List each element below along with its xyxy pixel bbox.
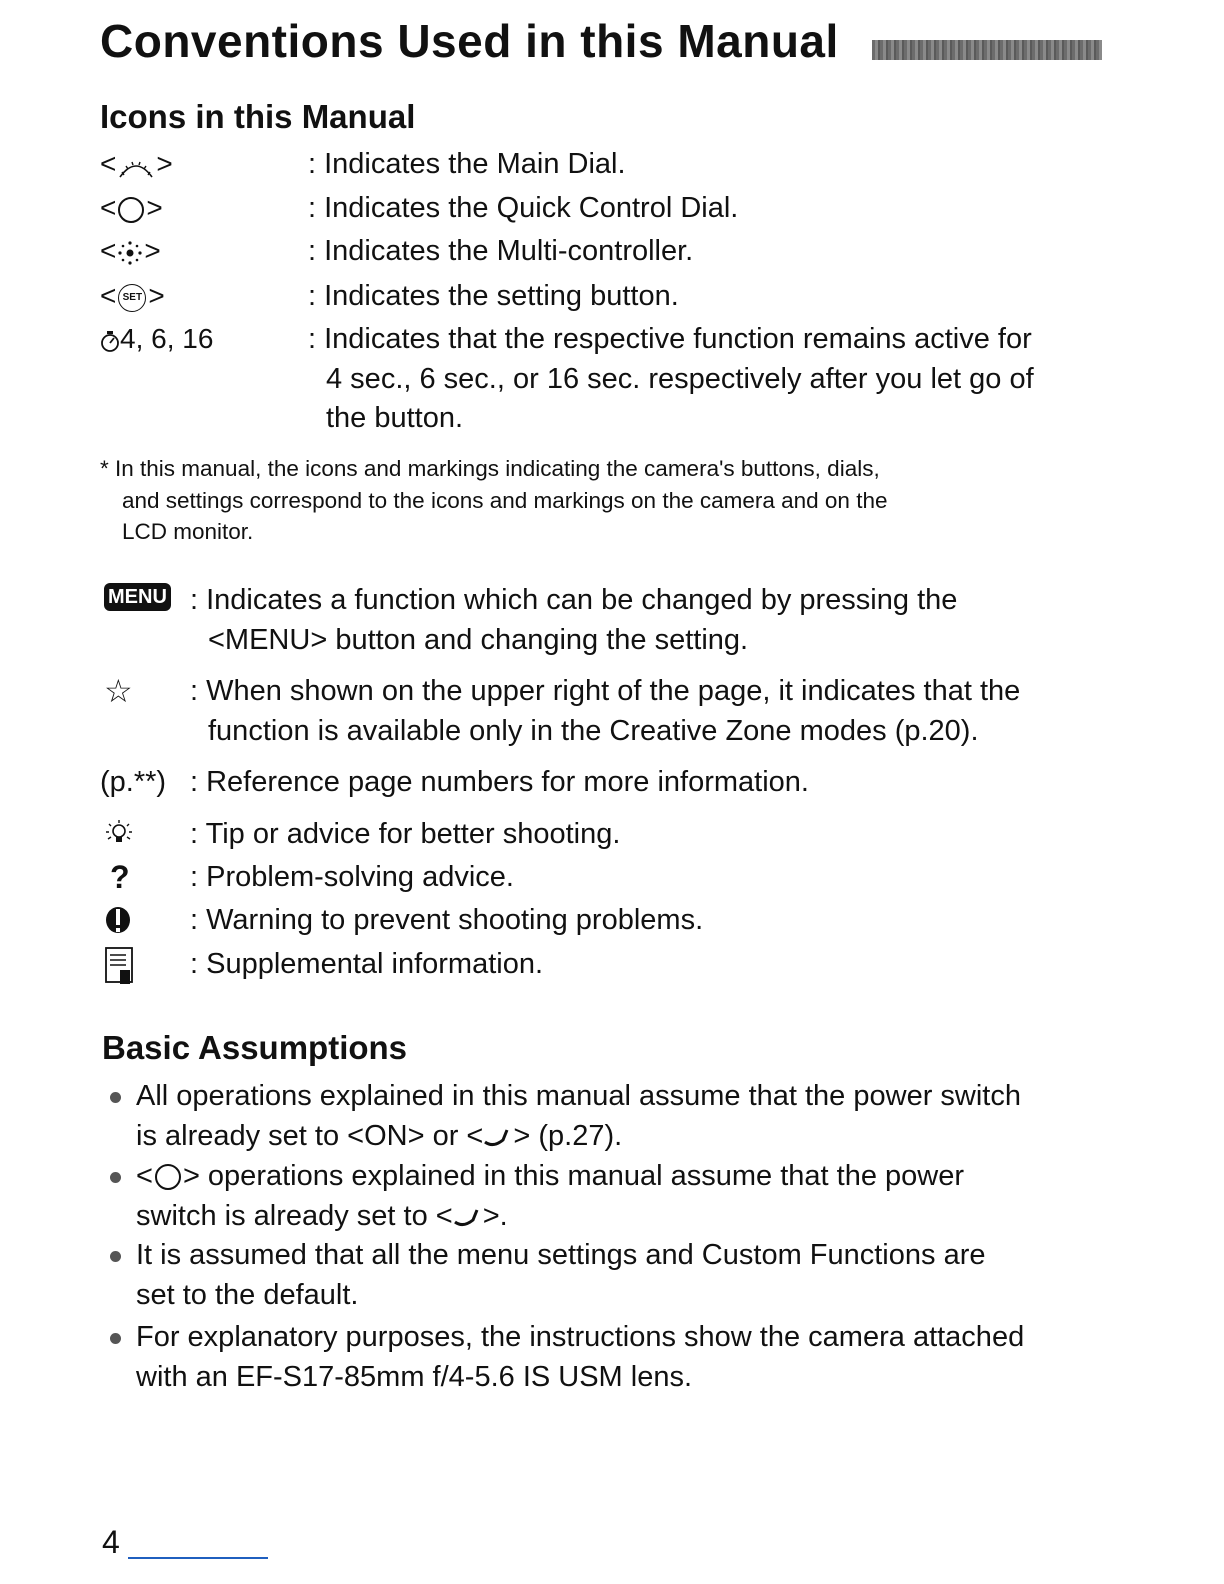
warning-icon [104,904,132,941]
main-dial-icon [116,153,156,179]
supplemental-memo-icon [104,946,136,986]
multi-controller-icon [116,239,144,267]
timer-power-icon [483,1126,513,1148]
timer-text-1: : Indicates that the respective function remains active for [308,323,1032,355]
bullet-3 [110,1251,121,1262]
quick-control-dial-icon [118,197,144,223]
multi-controller-symbol: < > [100,235,161,266]
note-line-1: * In this manual, the icons and markings indicating the camera's buttons, dials, [100,456,880,481]
assumption-3-line-2: set to the default. [136,1279,359,1311]
menu-badge: MENU [104,583,171,611]
timer-power-icon-2 [453,1206,483,1228]
assumption-4-line-2: with an EF-S17-85mm f/4-5.6 IS USM lens. [136,1361,693,1393]
ref-label: (p.**) [100,766,167,798]
set-button-text: : Indicates the setting button. [308,280,679,312]
ref-text: : Reference page numbers for more information. [190,766,809,798]
assumption-2-line-1: < > operations explained in this manual assume that the power [136,1160,964,1192]
multi-controller-text: : Indicates the Multi-controller. [308,235,694,267]
warning-text: : Warning to prevent shooting problems. [190,904,704,936]
memo-icon [104,946,136,991]
bullet-4 [110,1333,121,1344]
main-dial-text: : Indicates the Main Dial. [308,148,626,180]
title-decoration-bar [872,40,1102,60]
note-line-2: and settings correspond to the icons and markings on the camera and on the [122,488,888,513]
main-dial-symbol: < > [100,148,173,179]
warning-badge-icon [104,904,132,936]
set-button-icon: SET [118,284,146,312]
bullet-1 [110,1092,121,1103]
timer-text-2: 4 sec., 6 sec., or 16 sec. respectively after you let go of [326,363,1034,395]
assumption-1-line-2-start: is already set to <ON> or < [136,1120,484,1152]
note-line-3: LCD monitor. [122,519,254,544]
assumptions-heading: Basic Assumptions [102,1029,408,1066]
menu-text-2: <MENU> button and changing the setting. [208,624,749,656]
timer-icon [100,329,120,353]
assumption-1-line-2 [136,1116,622,1156]
star-text-2: function is available only in the Creative Zone modes (p.20). [208,715,979,747]
page-number-underline [128,1557,268,1559]
bullet-2 [110,1172,121,1183]
tip-bulb-icon [104,818,134,848]
assumption-1-line-1: All operations explained in this manual assume that the power switch [136,1080,1021,1112]
assumption-2-line-2-end: >. [482,1200,508,1232]
menu-icon [104,583,171,611]
supplemental-text: : Supplemental information. [190,948,544,980]
page-number: 4 [102,1524,120,1560]
tip-text: : Tip or advice for better shooting. [190,818,621,850]
assumption-2-line-2 [136,1196,508,1236]
timer-symbols [100,319,213,359]
menu-text-1: : Indicates a function which can be changed by pressing the [190,584,958,616]
star-icon: ☆ [104,673,133,709]
assumption-2-line-1-text: > operations explained in this manual assume that the power [182,1160,964,1192]
assumption-4-line-1: For explanatory purposes, the instructions show the camera attached [136,1321,1025,1353]
timer-text-3: the button. [326,402,464,434]
assumption-2-line-2-start: switch is already set to < [136,1200,453,1232]
quick-control-dial-text: : Indicates the Quick Control Dial. [308,192,739,224]
assumption-1-line-2-end: > (p.27). [513,1120,623,1152]
set-button-symbol: < SET > [100,280,165,311]
quick-control-dial-icon-inline [155,1164,181,1190]
quick-control-dial-symbol: < > [100,192,163,223]
star-text-1: : When shown on the upper right of the page, it indicates that the [190,675,1021,707]
question-icon: ? [110,859,130,895]
lightbulb-icon [104,818,134,853]
page-title: Conventions Used in this Manual [100,15,839,67]
problem-text: : Problem-solving advice. [190,861,514,893]
icons-heading: Icons in this Manual [100,98,416,135]
timer-label: 4, 6, 16 [120,323,214,354]
assumption-3-line-1: It is assumed that all the menu settings and Custom Functions are [136,1239,986,1271]
